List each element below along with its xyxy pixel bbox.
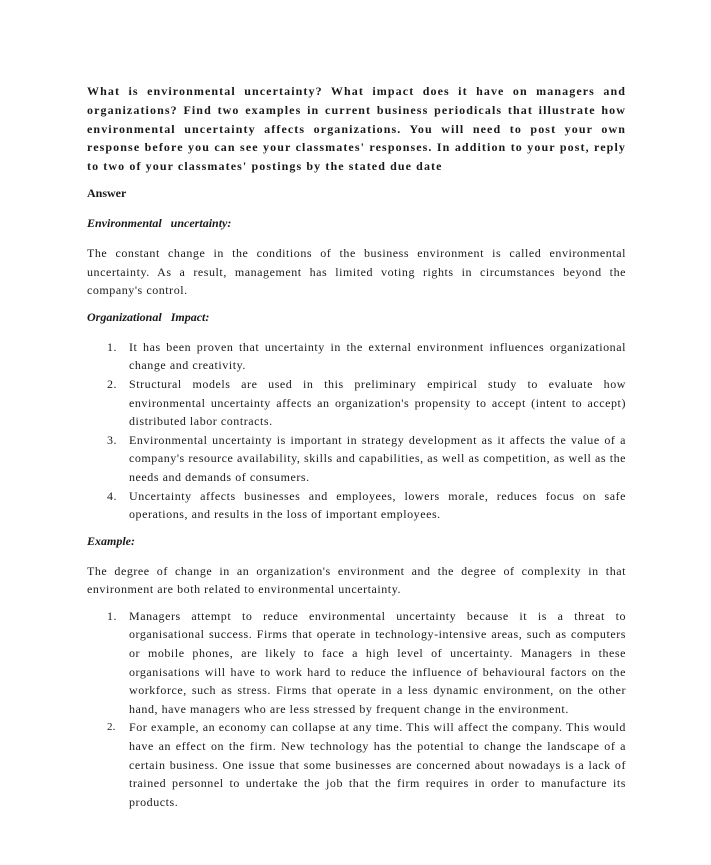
example-heading: Example: — [87, 533, 135, 548]
list-item — [87, 487, 626, 524]
list-item — [87, 607, 626, 719]
list-item-text: Environmental uncertainty is important in strategy development as it affects the value of a company's resource availability, skills and capabilities, as well as competition, as well as the needs and demands of consumers. — [129, 432, 626, 484]
env-uncertainty-heading: Environmental uncertainty: — [87, 215, 232, 230]
list-item — [87, 375, 626, 431]
document-page — [87, 82, 626, 819]
list-item-text: It has been proven that uncertainty in the external environment influences organizational change and creativity. — [129, 339, 626, 373]
list-item-text: Uncertainty affects businesses and employees, lowers morale, reduces focus on safe operations, and results in the loss of important employees. — [129, 488, 626, 522]
example-paragraph: The degree of change in an organization's environment and the degree of complexity in that environment are both related to environmental uncertainty. — [87, 563, 626, 597]
answer-label: Answer — [87, 185, 127, 200]
org-impact-heading: Organizational Impact: — [87, 309, 210, 324]
example-list — [87, 607, 626, 812]
list-item — [87, 431, 626, 487]
org-impact-list — [87, 338, 626, 524]
question-text: What is environmental uncertainty? What impact does it have on managers and organizations? Find two examples in current business periodicals that illustrate how environmental uncertainty affects organizations. You will need to post your own response before you can see your classmates' responses. In addition to your post, reply to two of your classmates' postings by the stated due date — [87, 84, 626, 174]
list-number: 4. — [107, 488, 118, 503]
list-item — [87, 718, 626, 811]
list-item-text: Structural models are used in this preliminary empirical study to evaluate how environmental uncertainty affects an organization's propensity to accept (intent to accept) distributed labor contracts. — [129, 376, 626, 429]
list-item — [87, 338, 626, 375]
list-number: 3. — [107, 432, 118, 447]
list-item-text: Managers attempt to reduce environmental uncertainty because it is a threat to organisational success. Firms that operate in technology-intensive areas, such as computers or mobile phones, are likely to face a high level of uncertainty. Managers in these organisations will have to work hard to reduce the influence of behavioural factors on the workforce, such as stress. Firms that operate in a less dynamic environment, on the other hand, have managers who are less stressed by frequent change in the environment. — [129, 608, 626, 716]
env-uncertainty-paragraph: The constant change in the conditions of the business environment is called environmental uncertainty. As a result, management has limited voting rights in circumstances beyond the company's control. — [87, 245, 626, 298]
list-number: 2. — [107, 376, 118, 391]
list-number: 2. — [107, 721, 116, 734]
list-number: 1. — [107, 339, 118, 354]
list-number: 1. — [107, 608, 118, 623]
list-item-text: For example, an economy can collapse at any time. This will affect the company. This would have an effect on the firm. New technology has the potential to change the landscape of a certain business. One issue that some businesses are concerned about nowadays is a lack of trained personnel to undertake the job that the firm requires in order to manufacture its products. — [129, 720, 626, 809]
